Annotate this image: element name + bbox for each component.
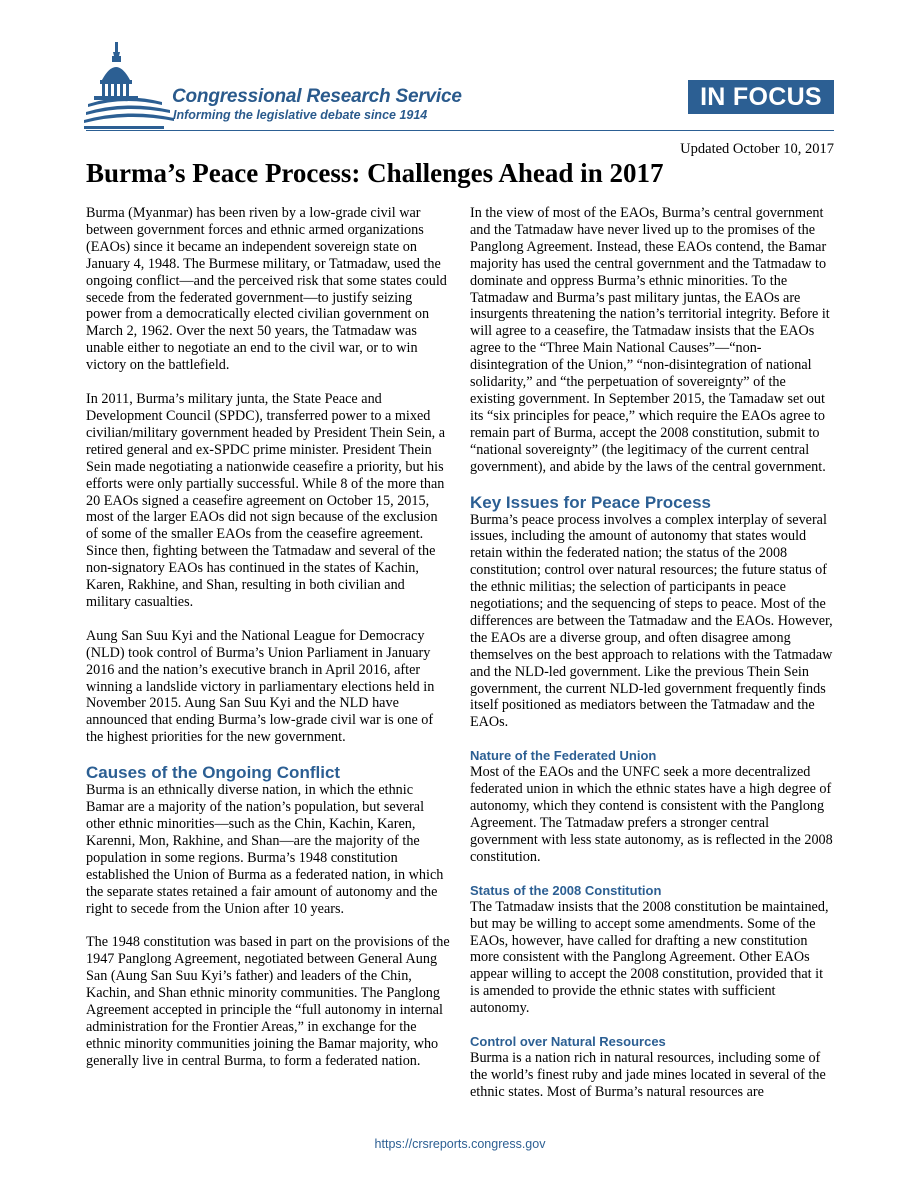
paragraph: Burma is a nation rich in natural resources, including some of the world’s finest ruby and jade mines located in several of the ethnic states. Most of Burma’s natural resources are xyxy=(470,1050,826,1100)
header-divider xyxy=(86,130,834,131)
updated-date: Updated October 10, 2017 xyxy=(680,141,834,157)
section-heading-causes: Causes of the Ongoing Conflict xyxy=(86,763,341,783)
in-focus-badge: IN FOCUS xyxy=(688,80,834,114)
subheading-federated-union: Nature of the Federated Union xyxy=(470,748,657,764)
paragraph: The Tatmadaw insists that the 2008 constitution be maintained, but may be willing to accept some amendments. Some of the EAOs, however, have called for drafting a new constitution more consistent with the Panglong Agreement. Other EAOs appear willing to accept the 2008 constitution, provided that it is amended to provide the ethnic states with sufficient autonomy. xyxy=(470,898,829,1017)
subheading-natural-resources: Control over Natural Resources xyxy=(470,1034,666,1050)
org-tagline: Informing the legislative debate since 1914 xyxy=(173,108,428,122)
section-heading-key-issues: Key Issues for Peace Process xyxy=(470,492,711,512)
subheading-2008-constitution: Status of the 2008 Constitution xyxy=(470,882,662,898)
right-column xyxy=(470,205,834,1118)
org-name: Congressional Research Service xyxy=(172,86,462,107)
paragraph: Burma (Myanmar) has been riven by a low-grade civil war between government forces and ethnic armed organizations (EAOs) since it became an independent sovereign state on January 4, 1948. The Burmese military, or Tatmadaw, used the ongoing conflict—and the perceived risk that some states could secede from the federated government—to justify seizing power from a democratically elected civilian government on March 2, 1962. Over the next 50 years, the Tatmadaw was unable either to negotiate an end to the civil war, or to win victory on the battlefield. xyxy=(86,205,447,374)
paragraph: Most of the EAOs and the UNFC seek a more decentralized federated union in which the ethnic states have a high degree of autonomy, which they contend is consistent with the Panglong Agreement. The Tatmadaw prefers a stronger central government with less state autonomy, as is reflected in the 2008 constitution. xyxy=(470,764,833,865)
capitol-dome-icon xyxy=(84,40,174,132)
paragraph: The 1948 constitution was based in part on the provisions of the 1947 Panglong Agreement, negotiated between General Aung San (Aung San Suu Kyi’s father) and leaders of the Chin, Kachin, and Shan ethnic minority communities. The Panglong Agreement accepted in principle the “full autonomy in internal administration for the Frontier Areas,” in exchange for the ethnic minority communities joining the Bamar majority, who generally live in central Burma, to form a federated nation. xyxy=(86,934,450,1069)
paragraph: Aung San Suu Kyi and the National League for Democracy (NLD) took control of Burma’s Union Parliament in January 2016 and the nation’s executive branch in April 2016, after winning a landslide victory in parliamentary elections held in November 2015. Aung San Suu Kyi and the NLD have announced that ending Burma’s low-grade civil war is one of the highest priorities for the new government. xyxy=(86,627,435,746)
report-header xyxy=(0,0,920,140)
paragraph: Burma is an ethnically diverse nation, in which the ethnic Bamar are a majority of the nation’s population, but several other ethnic minorities—such as the Chin, Kachin, Karen, Karenni, Mon, Rakhine, and Shan—are the majority of the population in some regions. Burma’s 1948 constitution established the Union of Burma as a federated nation, in which the separate states retained a fair amount of autonomy and the right to secede from the Union after 10 years. xyxy=(86,782,444,917)
left-column xyxy=(86,205,450,1087)
footer-url-link[interactable]: https://crsreports.congress.gov xyxy=(374,1137,546,1151)
paragraph: In the view of most of the EAOs, Burma’s central government and the Tatmadaw have never lived up to the promises of the Panglong Agreement. Instead, these EAOs contend, the Bamar majority has used the central government and the Tatmadaw to dominate and oppress Burma’s ethnic minorities. To the Tatmadaw and Burma’s past military juntas, the EAOs are insurgents threatening the nation’s territorial integrity. Before it will agree to a ceasefire, the Tatmadaw insists that the EAOs agree to the “Three Main National Causes”—“non-disintegration of the Union,” “non-disintegration of national solidarity,” and “the perpetuation of sovereignty” of the existing government. In September 2015, the Tamadaw set out its “six principles for peace,” which require the EAOs agree to remain part of Burma, accept the 2008 constitution, submit to “national sovereignty” (the legitimacy of the current central government), and abide by the laws of the central government. xyxy=(470,205,830,475)
paragraph: Burma’s peace process involves a complex interplay of several issues, including the amount of autonomy that states would retain within the federated nation; the status of the 2008 constitution; control over natural resources; the future status of the ethnic militias; the selection of participants in peace negotiations; and the sequencing of steps to peace. Most of the differences are between the Tatmadaw and the EAOs. However, the EAOs are a diverse group, and often disagree among themselves on the best approach to relations with the Tatmadaw and the NLD-led government. Like the previous Thein Sein government, the current NLD-led government frequently finds itself positioned as mediators between the Tatmadaw and the EAOs. xyxy=(470,511,833,731)
page-title: Burma’s Peace Process: Challenges Ahead in 2017 xyxy=(86,158,664,188)
paragraph: In 2011, Burma’s military junta, the State Peace and Development Council (SPDC), transferred power to a mixed civilian/military government headed by President Thein Sein, a retired general and ex-SPDC prime minister. President Thein Sein made negotiating a nationwide ceasefire a priority, but his efforts were only partially successful. While 8 of the more than 20 EAOs signed a ceasefire agreement on October 15, 2015, most of the larger EAOs did not sign because of the exclusion of some of the smaller EAOs from the ceasefire agreement. Since then, fighting between the Tatmadaw and several of the non-signatory EAOs has continued in the states of Kachin, Karen, Rakhine, and Shan, resulting in both civilian and military casualties. xyxy=(86,391,446,610)
